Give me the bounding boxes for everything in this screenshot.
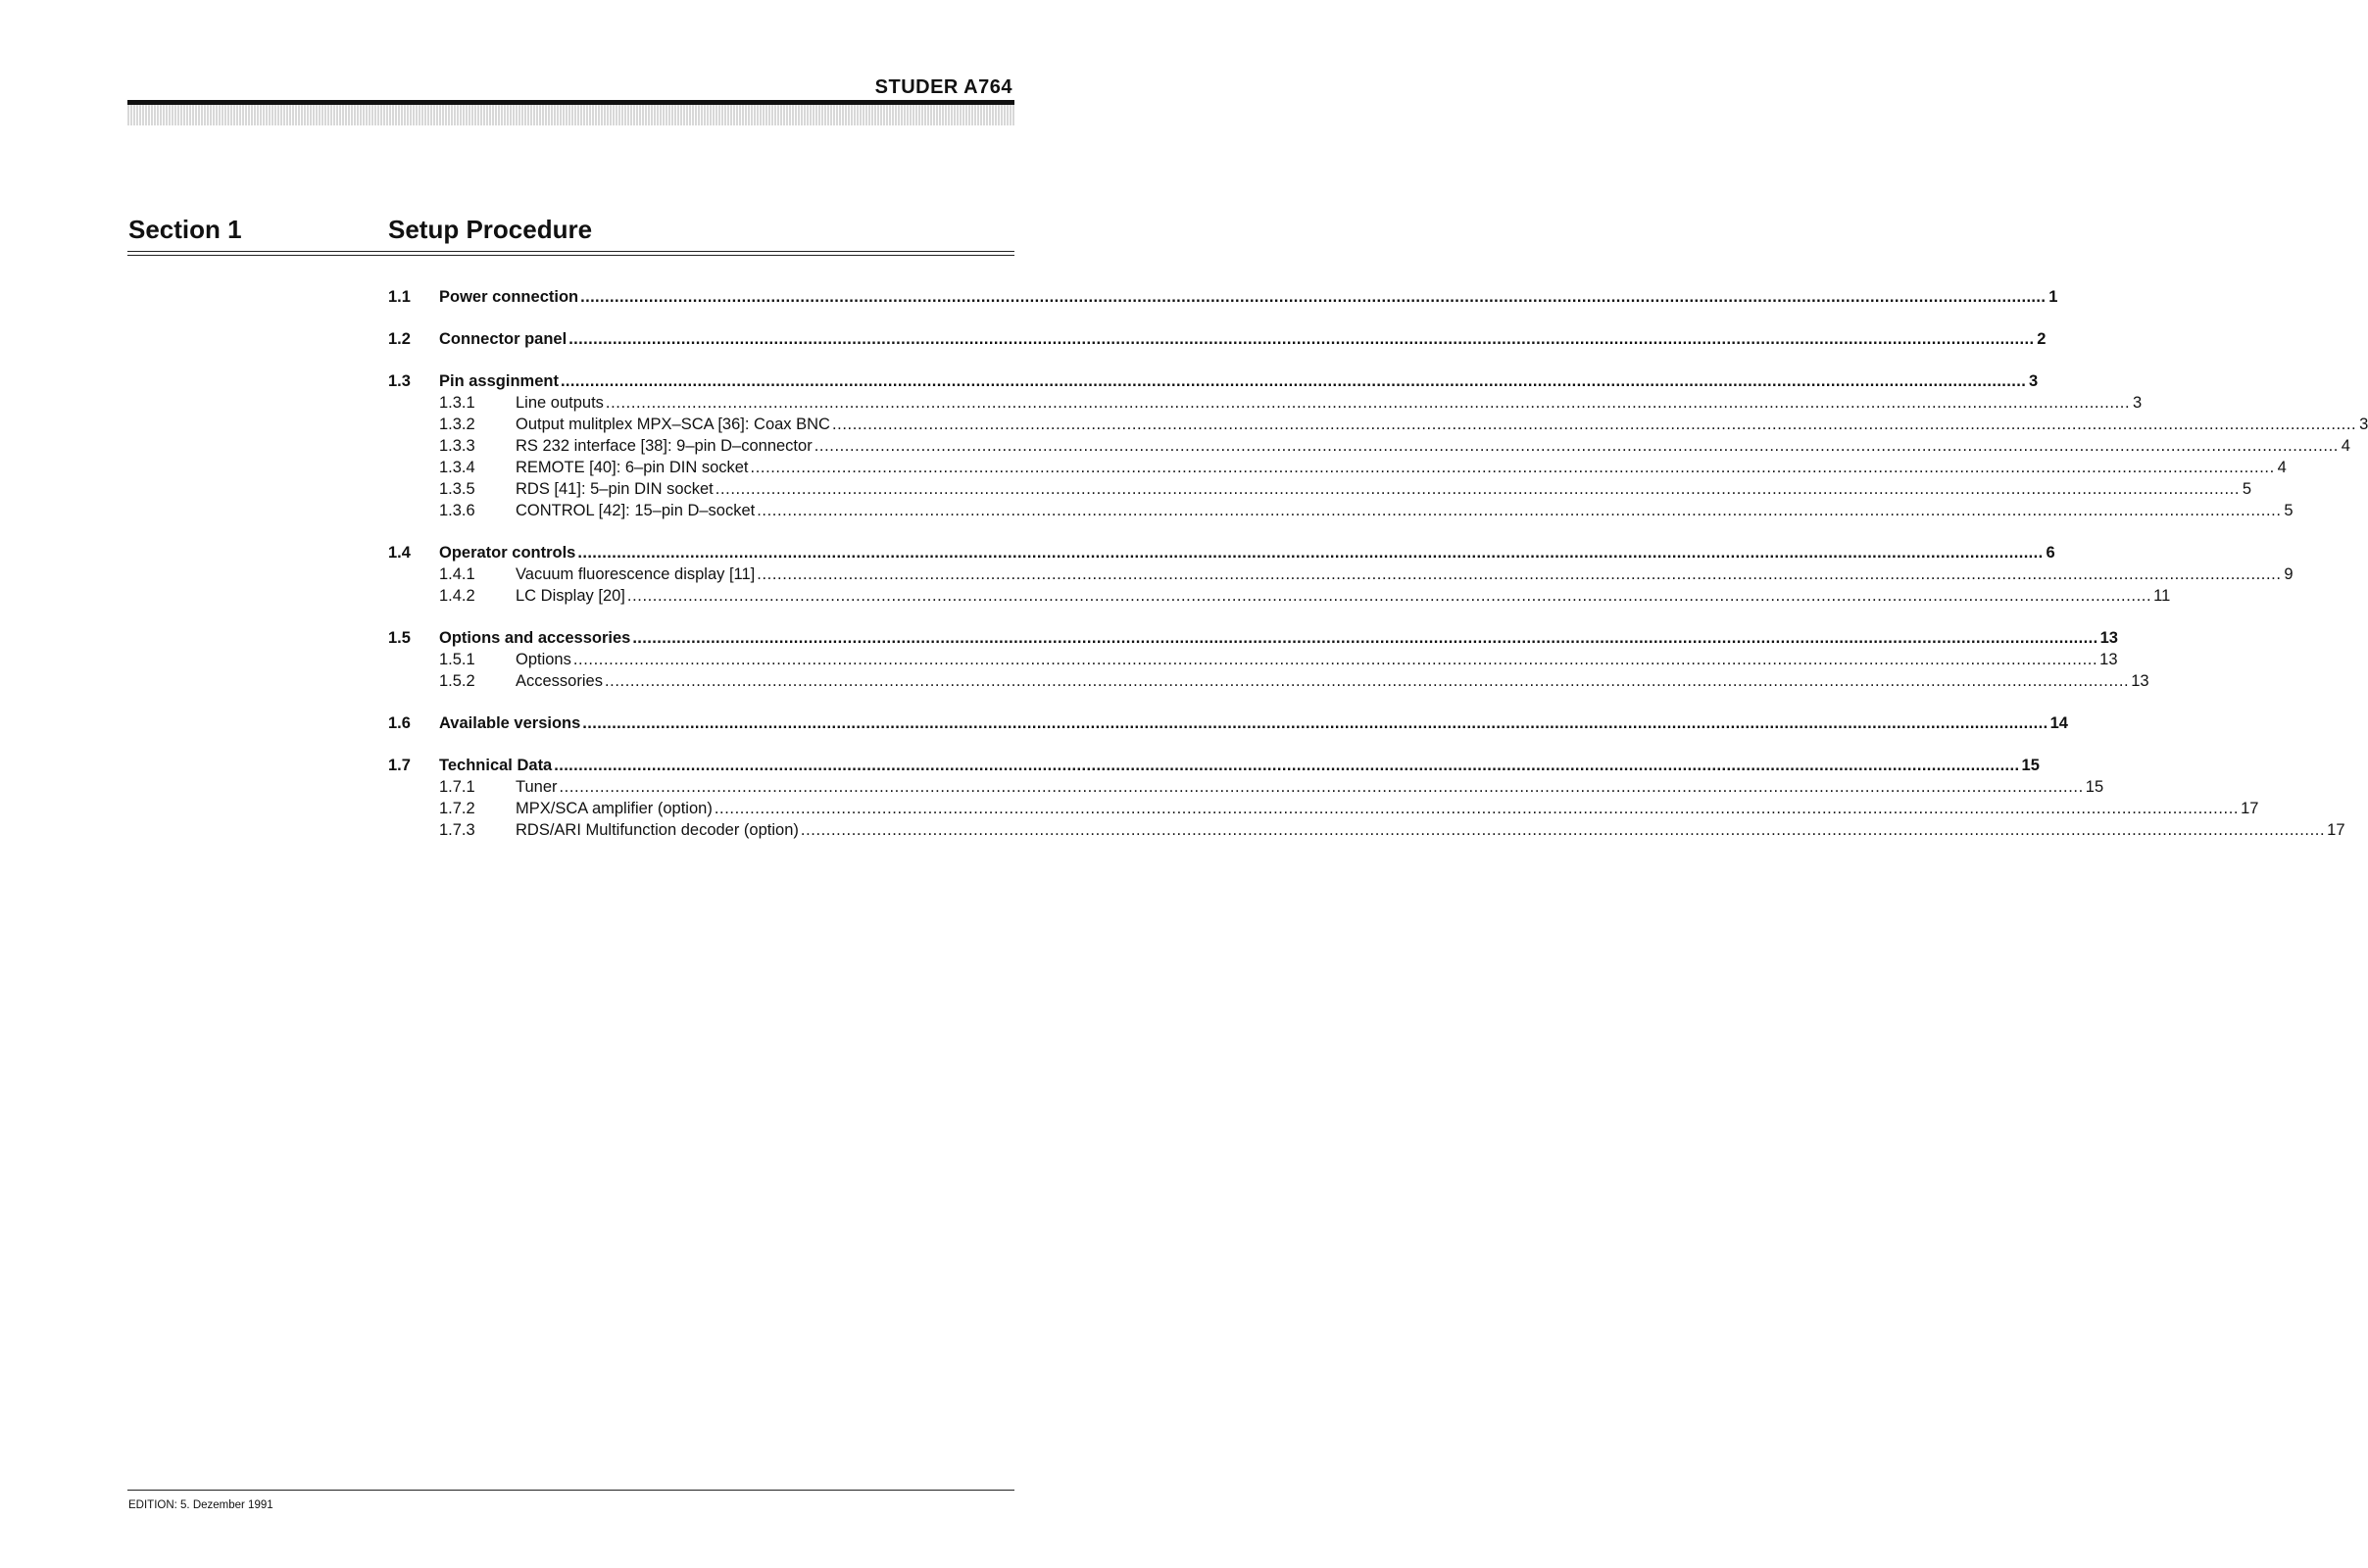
section-label: Section 1 xyxy=(128,215,242,244)
toc-dot-leader: ............................................................................................................................................................................................................................................................................................................ xyxy=(560,372,2027,390)
toc-entry[interactable] xyxy=(388,712,2068,734)
toc-page-number: 1 xyxy=(2048,288,2058,306)
page-header-title: STUDER A764 xyxy=(874,76,1012,98)
toc-entry[interactable] xyxy=(388,755,2040,776)
toc-label[interactable]: Output mulitplex MPX–SCA [36]: Coax BNC xyxy=(516,416,830,433)
toc-subentry[interactable] xyxy=(388,457,2287,478)
toc-page-number: 9 xyxy=(2284,565,2294,583)
toc-page-number: 5 xyxy=(2242,480,2252,498)
toc-page-number: 6 xyxy=(2046,544,2055,562)
toc-dot-leader: ............................................................................................................................................................................................................................................................................................................ xyxy=(582,714,2048,732)
toc-dot-leader: ............................................................................................................................................................................................................................................................................................................ xyxy=(554,757,2020,774)
toc-label[interactable]: Tuner xyxy=(516,778,558,796)
toc-number: 1.7.1 xyxy=(439,778,475,796)
toc-number: 1.7.3 xyxy=(439,821,475,839)
toc-number: 1.3.4 xyxy=(439,459,475,476)
toc-subentry[interactable] xyxy=(388,585,2171,607)
toc-label[interactable]: Options and accessories xyxy=(439,629,631,647)
toc-number: 1.4.2 xyxy=(439,587,475,605)
toc-page-number: 2 xyxy=(2037,330,2047,348)
toc-label[interactable]: Technical Data xyxy=(439,757,553,774)
toc-dot-leader: ............................................................................................................................................................................................................................................................................................................ xyxy=(831,416,2357,433)
toc-group xyxy=(388,370,2368,521)
toc-label[interactable]: REMOTE [40]: 6–pin DIN socket xyxy=(516,459,749,476)
toc-subentry[interactable] xyxy=(388,414,2368,435)
toc-dot-leader: ............................................................................................................................................................................................................................................................................................................ xyxy=(814,437,2339,455)
toc-dot-leader: ............................................................................................................................................................................................................................................................................................................ xyxy=(577,544,2044,562)
toc-entry[interactable] xyxy=(388,370,2039,392)
section-title: Setup Procedure xyxy=(388,215,593,244)
toc-group xyxy=(388,712,2068,734)
toc-number: 1.6 xyxy=(388,714,411,732)
toc-label[interactable]: RDS [41]: 5–pin DIN socket xyxy=(516,480,714,498)
toc-page-number: 3 xyxy=(2359,416,2368,433)
toc-number: 1.4.1 xyxy=(439,565,475,583)
footer-edition: EDITION: 5. Dezember 1991 xyxy=(128,1499,273,1511)
toc-label[interactable]: Vacuum fluorescence display [11] xyxy=(516,565,756,583)
toc-number: 1.2 xyxy=(388,330,411,348)
toc-subentry[interactable] xyxy=(388,478,2252,500)
toc-dot-leader: ............................................................................................................................................................................................................................................................................................................ xyxy=(715,480,2241,498)
toc-number: 1.5 xyxy=(388,629,411,647)
toc-subentry[interactable] xyxy=(388,670,2149,692)
toc-group xyxy=(388,286,2058,308)
footer-divider xyxy=(127,1490,1014,1491)
section-divider xyxy=(127,251,1014,256)
toc-page-number: 13 xyxy=(2099,629,2118,647)
toc-page-number: 13 xyxy=(2131,672,2149,690)
toc-label[interactable]: Pin assginment xyxy=(439,372,559,390)
toc-dot-leader: ............................................................................................................................................................................................................................................................................................................ xyxy=(757,502,2282,519)
toc-label[interactable]: LC Display [20] xyxy=(516,587,625,605)
table-of-contents xyxy=(388,286,2368,861)
toc-page-number: 17 xyxy=(2327,821,2345,839)
toc-label[interactable]: MPX/SCA amplifier (option) xyxy=(516,800,713,817)
toc-entry[interactable] xyxy=(388,627,2118,649)
toc-group xyxy=(388,542,2294,607)
toc-number: 1.3.6 xyxy=(439,502,475,519)
toc-page-number: 17 xyxy=(2241,800,2259,817)
toc-page-number: 3 xyxy=(2029,372,2039,390)
toc-page-number: 4 xyxy=(2341,437,2350,455)
toc-number: 1.1 xyxy=(388,288,411,306)
toc-entry[interactable] xyxy=(388,542,2055,564)
toc-number: 1.3.5 xyxy=(439,480,475,498)
toc-dot-leader: ............................................................................................................................................................................................................................................................................................................ xyxy=(572,651,2098,668)
toc-page-number: 5 xyxy=(2284,502,2294,519)
toc-subentry[interactable] xyxy=(388,500,2294,521)
toc-number: 1.3 xyxy=(388,372,411,390)
toc-number: 1.7.2 xyxy=(439,800,475,817)
toc-label[interactable]: Operator controls xyxy=(439,544,576,562)
toc-subentry[interactable] xyxy=(388,564,2294,585)
toc-dot-leader: ............................................................................................................................................................................................................................................................................................................ xyxy=(757,565,2282,583)
toc-label[interactable]: RDS/ARI Multifunction decoder (option) xyxy=(516,821,799,839)
toc-subentry[interactable] xyxy=(388,798,2259,819)
toc-subentry[interactable] xyxy=(388,435,2350,457)
toc-dot-leader: ............................................................................................................................................................................................................................................................................................................ xyxy=(626,587,2152,605)
toc-dot-leader: ............................................................................................................................................................................................................................................................................................................ xyxy=(800,821,2326,839)
toc-label[interactable]: Options xyxy=(516,651,571,668)
toc-subentry[interactable] xyxy=(388,819,2345,841)
toc-dot-leader: ............................................................................................................................................................................................................................................................................................................ xyxy=(604,672,2130,690)
toc-dot-leader: ............................................................................................................................................................................................................................................................................................................ xyxy=(750,459,2275,476)
header-bar xyxy=(127,100,1014,125)
toc-label[interactable]: Power connection xyxy=(439,288,579,306)
toc-subentry[interactable] xyxy=(388,392,2143,414)
toc-dot-leader: ............................................................................................................................................................................................................................................................................................................ xyxy=(568,330,2035,348)
toc-number: 1.3.2 xyxy=(439,416,475,433)
toc-label[interactable]: RS 232 interface [38]: 9–pin D–connector xyxy=(516,437,813,455)
toc-subentry[interactable] xyxy=(388,776,2104,798)
toc-dot-leader: ............................................................................................................................................................................................................................................................................................................ xyxy=(632,629,2098,647)
toc-number: 1.5.2 xyxy=(439,672,475,690)
toc-label[interactable]: Line outputs xyxy=(516,394,604,412)
toc-group xyxy=(388,755,2345,841)
toc-group xyxy=(388,627,2149,692)
toc-dot-leader: ............................................................................................................................................................................................................................................................................................................ xyxy=(714,800,2240,817)
toc-number: 1.7 xyxy=(388,757,411,774)
toc-dot-leader: ............................................................................................................................................................................................................................................................................................................ xyxy=(559,778,2084,796)
toc-number: 1.3.1 xyxy=(439,394,475,412)
toc-label[interactable]: Available versions xyxy=(439,714,581,732)
toc-page-number: 13 xyxy=(2099,651,2118,668)
toc-dot-leader: ............................................................................................................................................................................................................................................................................................................ xyxy=(580,288,2047,306)
toc-number: 1.5.1 xyxy=(439,651,475,668)
toc-page-number: 11 xyxy=(2153,587,2171,605)
toc-entry[interactable] xyxy=(388,286,2058,308)
toc-number: 1.4 xyxy=(388,544,411,562)
toc-label[interactable]: Connector panel xyxy=(439,330,567,348)
toc-group xyxy=(388,328,2047,350)
toc-subentry[interactable] xyxy=(388,649,2118,670)
toc-dot-leader: ............................................................................................................................................................................................................................................................................................................ xyxy=(605,394,2131,412)
toc-page-number: 4 xyxy=(2277,459,2287,476)
toc-label[interactable]: Accessories xyxy=(516,672,603,690)
toc-page-number: 14 xyxy=(2049,714,2068,732)
toc-page-number: 15 xyxy=(2021,757,2040,774)
toc-page-number: 3 xyxy=(2133,394,2143,412)
toc-number: 1.3.3 xyxy=(439,437,475,455)
toc-label[interactable]: CONTROL [42]: 15–pin D–socket xyxy=(516,502,756,519)
toc-page-number: 15 xyxy=(2085,778,2104,796)
toc-entry[interactable] xyxy=(388,328,2047,350)
